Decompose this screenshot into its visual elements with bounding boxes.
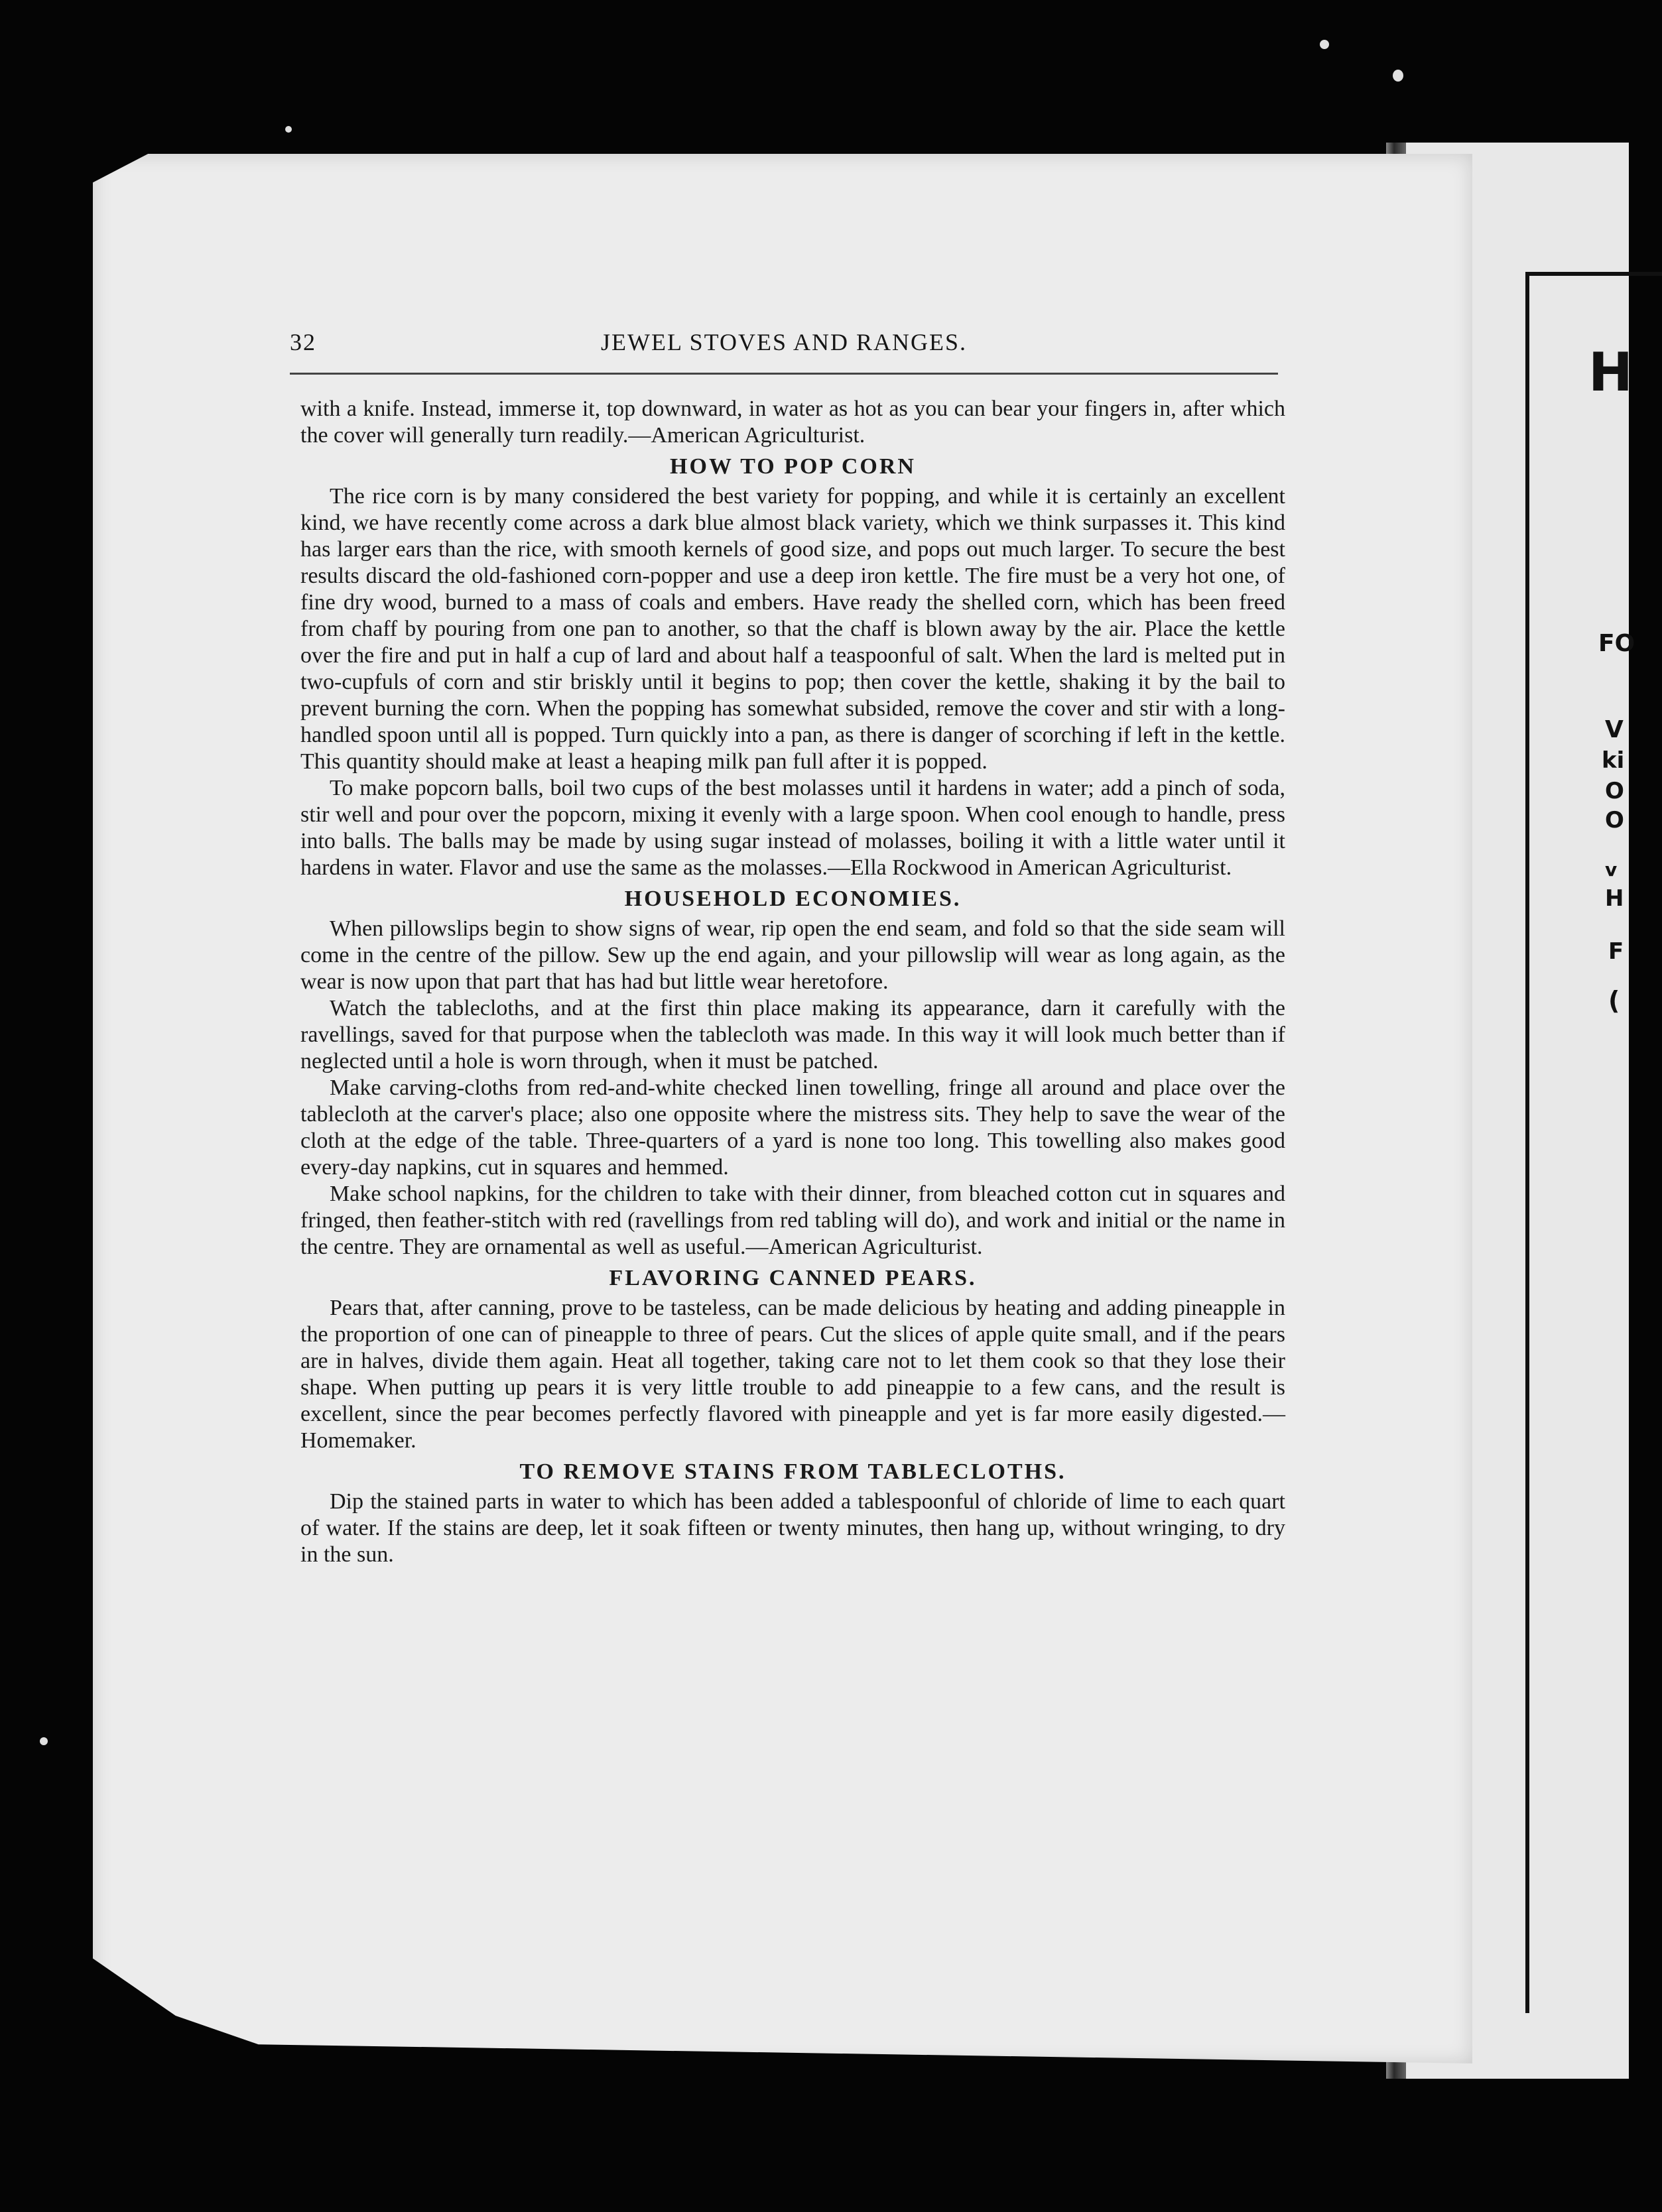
page-header — [290, 328, 1278, 365]
opposite-page-fragment: ki — [1602, 747, 1625, 774]
paragraph: To make popcorn balls, boil two cups of the best molasses until it hardens in water; add a pinch of soda, stir well and pour over the popcorn, mixing it evenly with a large spoon. When cool enough to handle, press into balls. The balls may be made by using sugar instead of molasses, boiling it with a little water until it hardens in water. Flavor and use the same as the molasses.—Ella Rockwood in American Agriculturist. — [300, 776, 1285, 880]
scan-speck — [40, 1737, 48, 1745]
scan-speck — [1393, 70, 1403, 82]
scan-speck — [1320, 40, 1329, 49]
opposite-page-fragment: ( — [1608, 986, 1620, 1015]
paragraph: Make school napkins, for the children to take with their dinner, from bleached cotton cut in squares and fringed, then feather-stitch with red (ravellings from red tabling will do), and work and initial or the name in the centre. They are ornamental as well as useful.—American Agriculturist. — [300, 1182, 1285, 1259]
paragraph: Make carving-cloths from red-and-white checked linen towelling, fringe all around and place over the tablecloth at the carver's place; also one opposite where the mistress sits. They help to save the wear of the cloth at the edge of the table. Three-quarters of a yard is none too long. This towelling also makes good every-day napkins, cut in squares and hemmed. — [300, 1075, 1285, 1180]
section-heading: TO REMOVE STAINS FROM TABLECLOTHS. — [519, 1459, 1066, 1484]
paragraph: Watch the tablecloths, and at the first thin place making its appearance, darn it carefully with the ravellings, saved for that purpose when the tablecloth was made. In this way it will look much better than if neglected until a hole is worn through, when it must be patched. — [300, 996, 1285, 1074]
paragraph: When pillowslips begin to show signs of wear, rip open the end seam, and fold so that the side seam will come in the centre of the pillow. Sew up the end again, and your pillowslip will wear as long again, as the wear is now upon that part that has had but little wear heretofore. — [300, 916, 1285, 994]
opposite-page-fragment: O — [1605, 778, 1624, 804]
page-body — [300, 396, 1285, 1568]
header-rule — [290, 373, 1278, 375]
scan-speck — [285, 126, 292, 133]
opposite-page-fragment: v — [1605, 859, 1618, 881]
opposite-page-fragment: H — [1588, 341, 1633, 403]
opposite-page-fragment: V — [1605, 716, 1624, 743]
paragraph: Pears that, after canning, prove to be tasteless, can be made delicious by heating and adding pineapple in the proportion of one can of pineapple to three of pears. Cut the slices of apple quite small, and if the pears are in halves, divide them again. Heat all together, taking care not to let them cook so that they lose their shape. When putting up pears it is very little trouble to add pineappie to a few cans, and the result is excellent, since the pear becomes perfectly flavored with pineapple and yet is far more easily digested.—Homemaker. — [300, 1296, 1285, 1453]
running-title: JEWEL STOVES AND RANGES. — [600, 329, 968, 355]
section-heading: HOW TO POP CORN — [670, 454, 916, 479]
opposite-page-fragment: H — [1605, 885, 1624, 912]
opposite-page-border — [1525, 272, 1662, 2013]
section-heading: HOUSEHOLD ECONOMIES. — [624, 887, 962, 911]
section-heading: FLAVORING CANNED PEARS. — [609, 1266, 977, 1290]
opposite-page-fragment: O — [1605, 807, 1624, 833]
paragraph: The rice corn is by many considered the best variety for popping, and while it is certainly an excellent kind, we have recently come across a dark blue almost black variety, which we think surpasses it. This kind has larger ears than the rice, with smooth kernels of good size, and pops out much larger. To secure the best results discard the old-fashioned corn-popper and use a deep iron kettle. The fire must be a very hot one, of fine dry wood, burned to a mass of coals and embers. Have ready the shelled corn, which has been freed from chaff by pouring from one pan to another, so that the chaff is blown away by the air. Place the kettle over the fire and put in half a cup of lard and about half a teaspoonful of salt. When the lard is melted put in two-cupfuls of corn and stir briskly until it begins to pop; then cover the kettle, shaking it by the bail to prevent burning the corn. When the popping has somewhat subsided, remove the cover and stir with a long-handled spoon until all is popped. Turn quickly into a pan, as there is danger of scorching if left in the kettle. This quantity should make at least a heaping milk pan full after it is popped. — [300, 484, 1285, 774]
paragraph: Dip the stained parts in water to which has been added a tablespoonful of chloride of lime to each quart of water. If the stains are deep, let it soak fifteen or twenty minutes, then hang up, without wringing, to dry in the sun. — [300, 1489, 1285, 1567]
page-number: 32 — [290, 329, 316, 355]
opposite-page-fragment: F — [1608, 938, 1624, 965]
opposite-page-fragment: FO — [1598, 630, 1635, 657]
carryover-paragraph: with a knife. Instead, immerse it, top downward, in water as hot as you can bear your fingers in, after which the cover will generally turn readily.—American Agriculturist. — [300, 397, 1285, 448]
